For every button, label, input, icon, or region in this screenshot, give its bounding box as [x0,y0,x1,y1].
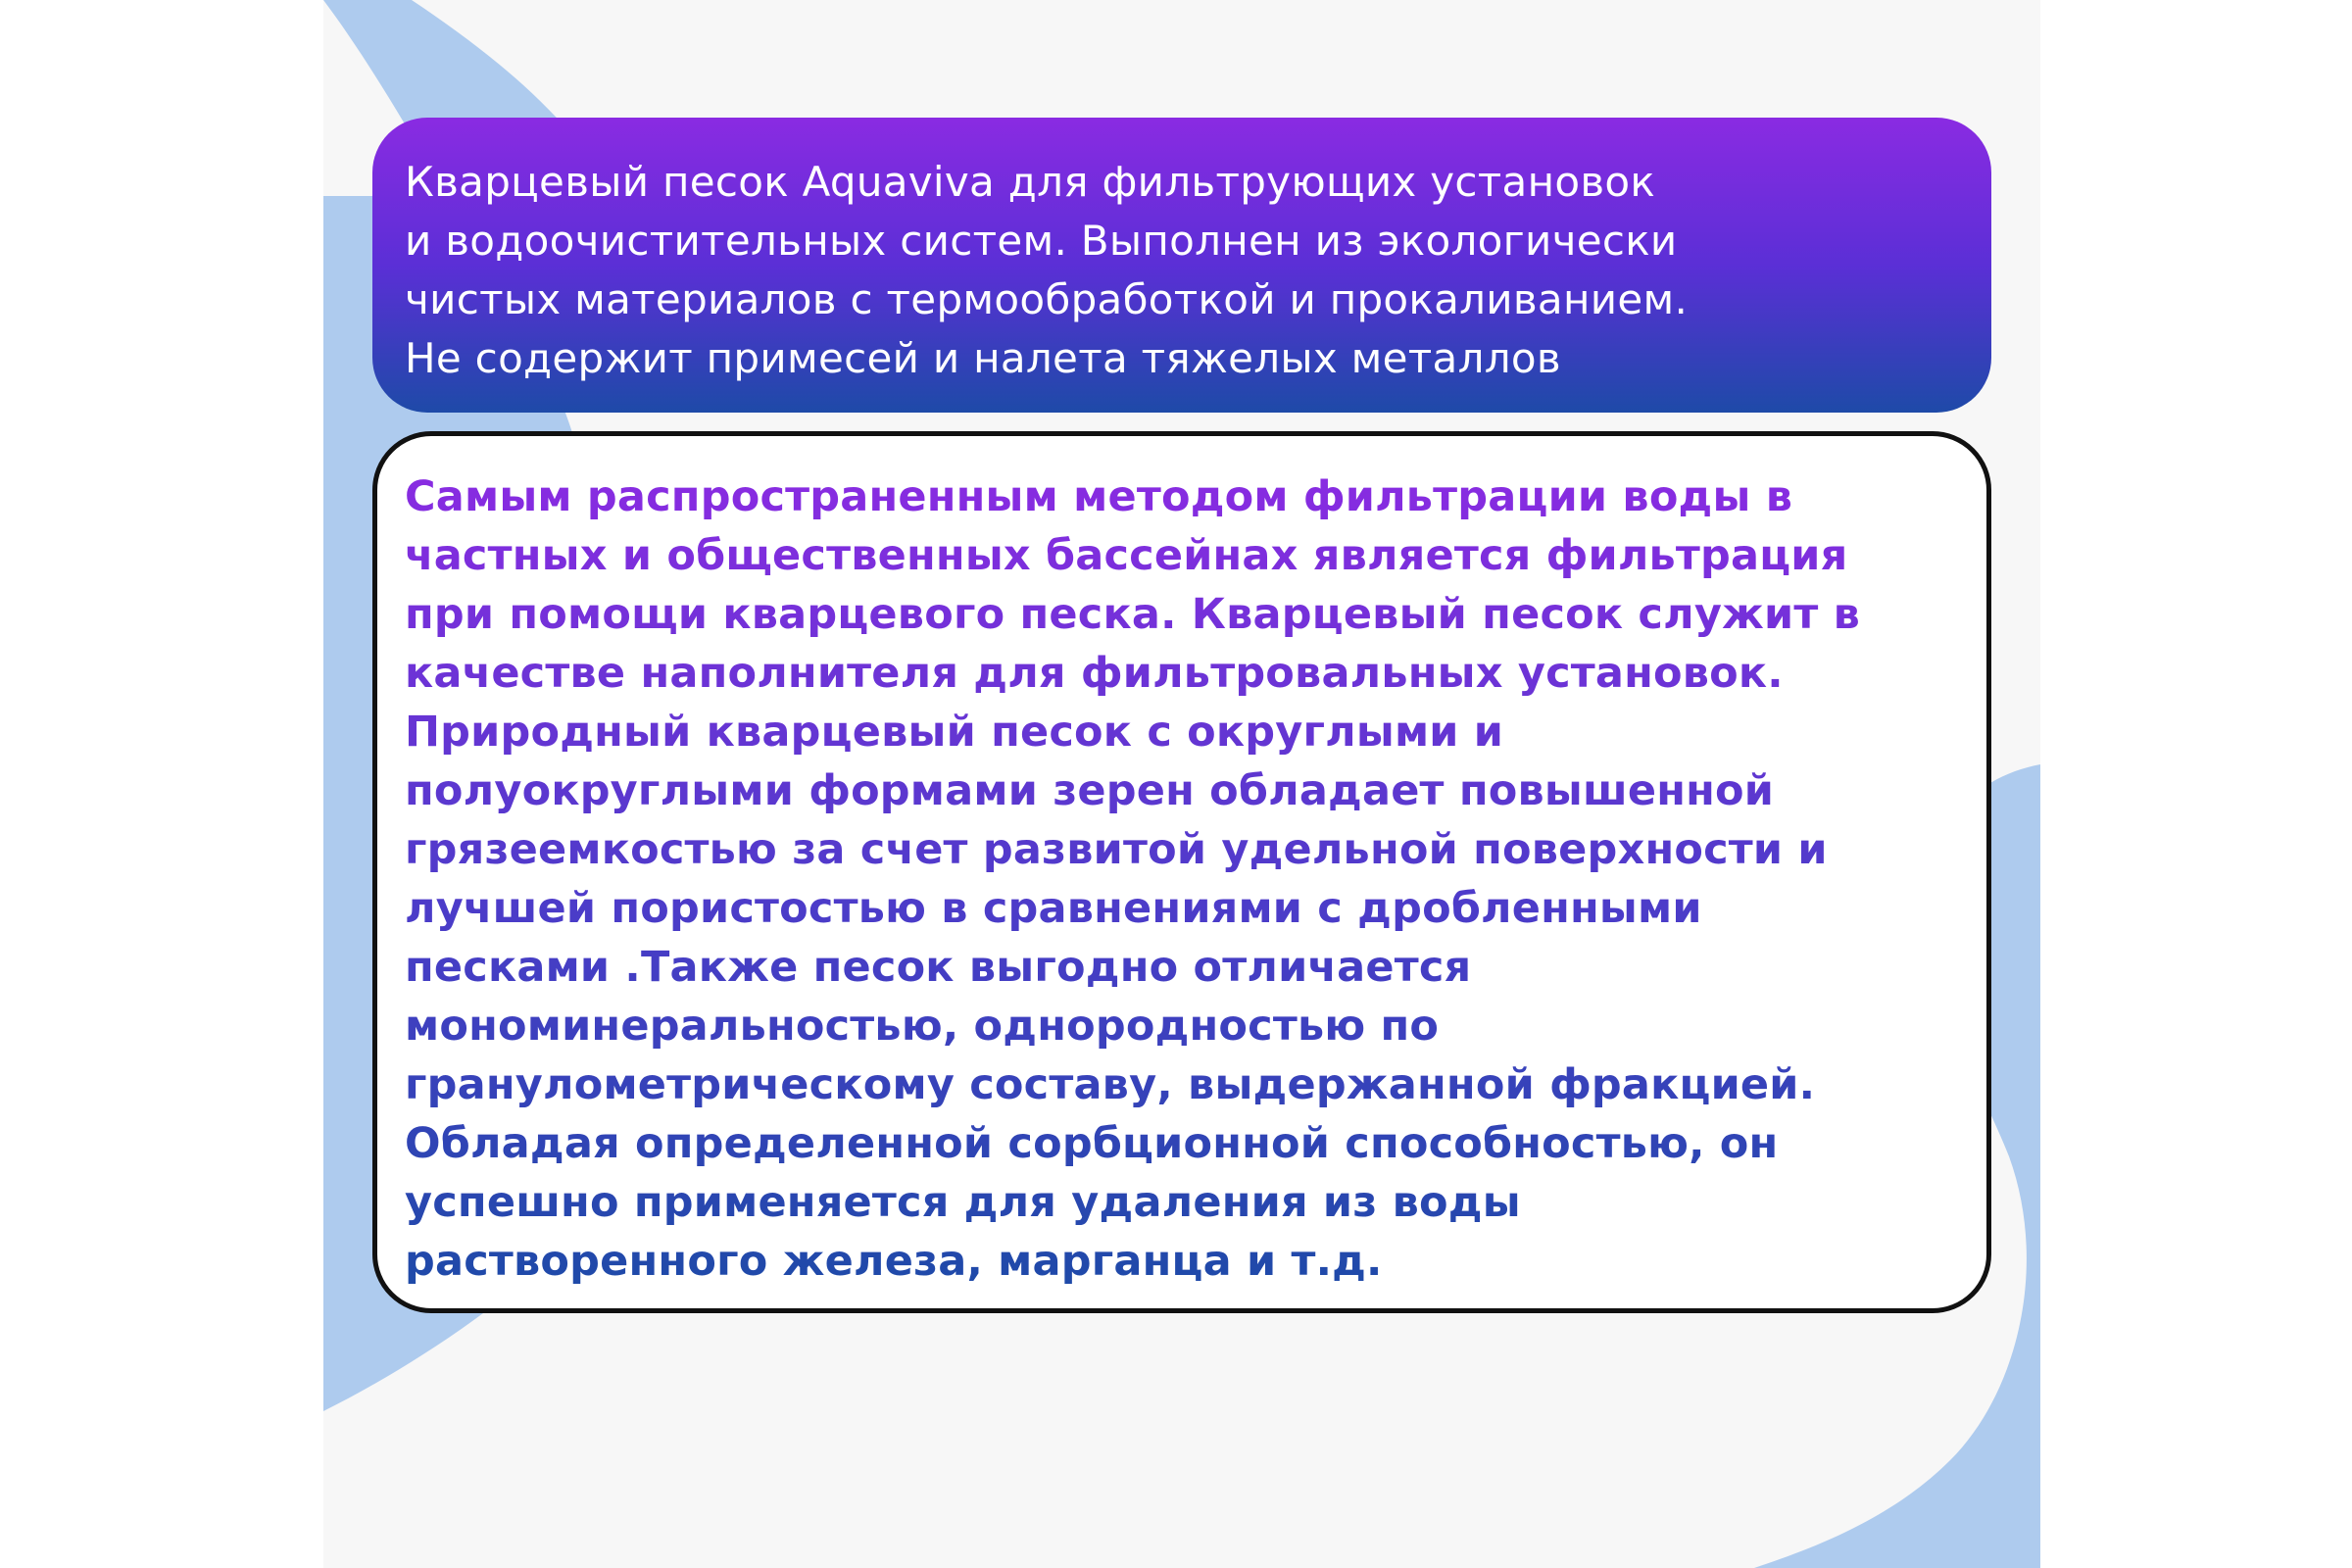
description-card [372,431,1991,1313]
slide-canvas [323,0,2040,1568]
intro-text: Кварцевый песок Aquaviva для фильтрующих установок и водоочистительных систем. Выполнен из экологически чистых материалов с термообработкой и прокаливанием. Не содержит примесей и налета тяжелых металлов [405,158,1689,382]
intro-card [372,118,1991,413]
description-text: Самым распространенным методом фильтрации воды в частных и общественных бассейнах является фильтрация при помощи кварцевого песка. Кварцевый песок служит в качестве наполнителя для фильтровальных установок. Природный кварцевый песок с округлыми и полуокруглыми формами зерен обладает повышенной грязеемкостью за счет развитой удельной поверхности и лучшей пористостью в сравнениями с дробленными песками .Также песок выгодно отличается мономинеральностью, однородностью по гранулометрическому составу, выдержанной фракцией. Обладая определенной сорбционной способностью, он успешно применяется для удаления из воды растворенного железа, марганца и т.д. [405,467,1957,1291]
